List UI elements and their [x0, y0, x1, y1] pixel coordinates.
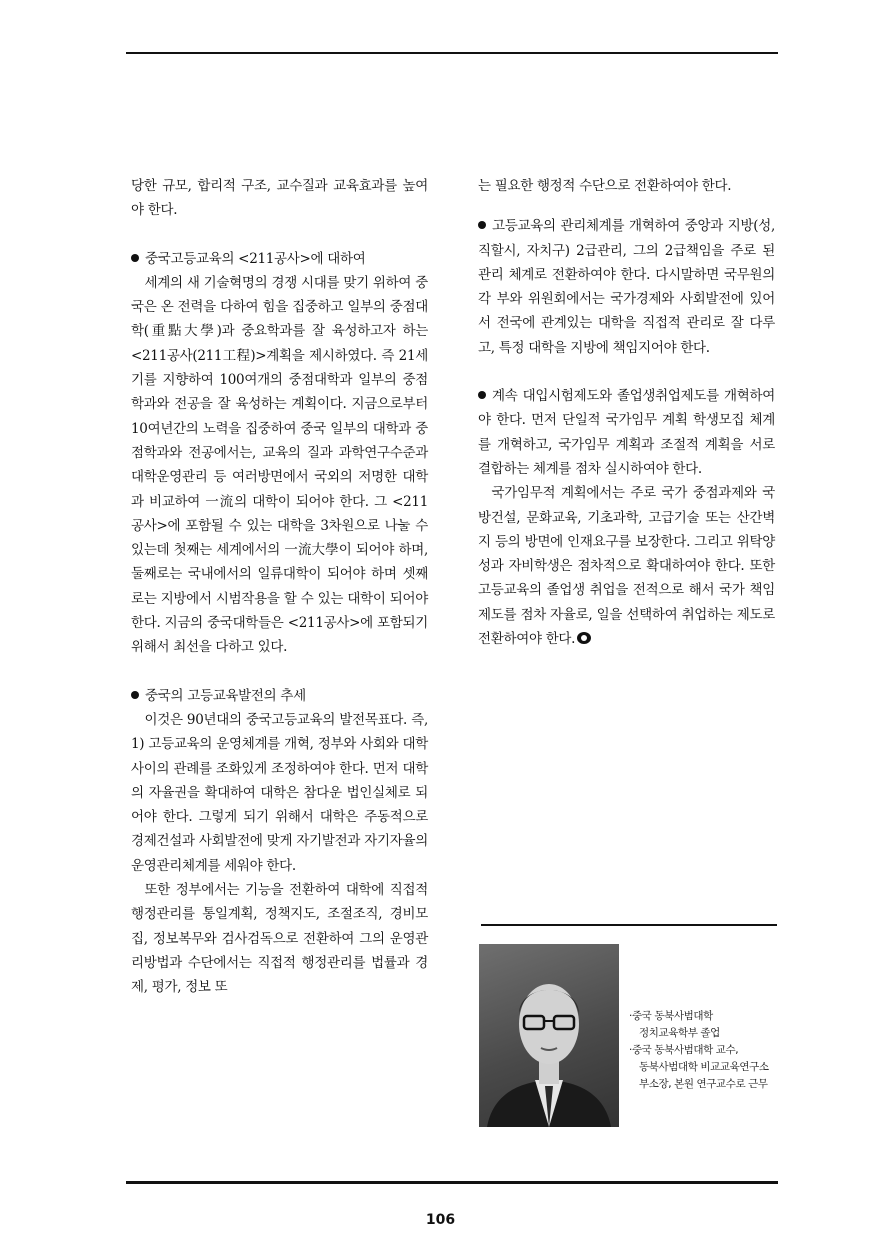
author-bio — [629, 1008, 789, 1093]
paragraph-text: 고등교육의 관리체계를 개혁하여 중앙과 지방(성, 직할시, 자치구) 2급관리, 그의 2급책임을 주로 된 관리 체계로 전환하여야 한다. 다시말하면 국무원의 각 부와 위원회에서는 국가경제와 사회발전에 있어서 전국에 관계있는 대학을 직접적 관리로 잘 다루고, 특정 대학을 지방에 책임지어야 한다. — [478, 218, 775, 356]
bullet-icon — [478, 391, 486, 399]
bullet-icon — [131, 691, 139, 699]
bio-line: 부소장, 본원 연구교수로 근무 — [639, 1078, 768, 1090]
section-heading-trends — [131, 684, 428, 708]
author-portrait-icon — [479, 944, 619, 1127]
paragraph-text: 국가임무적 계획에서는 주로 국가 중점과제와 국방건설, 문화교육, 기초과학, 고급기술 또는 산간벽지 등의 방면에 인재요구를 보장한다. 그리고 위탁양성과 자비학생은 점차적으로 확대하여야 한다. 또한 고등교육의 졸업생 취업을 전적으로 해서 국가 책임제도를 점차 자율로, 일을 선택하여 취업하는 제도로 전환하여야 한다. — [478, 485, 775, 648]
page-number: 106 — [425, 1212, 456, 1228]
bio-line: 동북사범대학 비교교육연구소 — [639, 1061, 769, 1073]
bullet-icon — [478, 221, 486, 229]
trends-paragraph-2: 또한 정부에서는 기능을 전환하여 대학에 직접적 행정관리를 통일계획, 정책지도, 조절조직, 경비모집, 정보복무와 검사검독으로 전환하여 그의 운영관리방법과 수단에서는 직접적 행정관리를 법률과 경제, 평가, 정보 또 — [131, 882, 428, 996]
bio-rule — [481, 924, 777, 926]
exam-reform-paragraph — [478, 384, 775, 481]
section-heading-211-project — [131, 247, 428, 271]
heading-text: 중국고등교육의 <211공사>에 대하여 — [145, 250, 366, 267]
national-plan-paragraph — [478, 481, 775, 651]
heading-text: 중국의 고등교육발전의 추세 — [145, 687, 306, 704]
top-rule — [126, 52, 778, 54]
bottom-rule — [126, 1181, 778, 1184]
bullet-icon — [131, 254, 139, 262]
left-column — [131, 174, 428, 1000]
trends-paragraph-1: 이것은 90년대의 중국고등교육의 발전목표다. 즉, 1) 고등교육의 운영체계를 개혁, 정부와 사회와 대학사이의 관례를 조화있게 조정하여야 한다. 먼저 대학의 자율권을 확대하여 대학은 참다운 법인실체로 되어야 한다. 그렇게 되기 위해서 대학은 주동적으로 경제건설과 사회발전에 맞게 자기발전과 자기자율의 운영관리체계를 세워야 한다. — [131, 711, 428, 874]
author-photo — [479, 944, 619, 1127]
bio-line: ·중국 동북사범대학 교수, — [629, 1044, 739, 1056]
right-column — [478, 174, 775, 651]
right-intro-paragraph: 는 필요한 행정적 수단으로 전환하여야 한다. — [478, 178, 732, 194]
section-211-body: 세계의 새 기술혁명의 경쟁 시대를 맞기 위하여 중국은 온 전력을 다하여 힘을 집중하고 일부의 중점대학(重點大學)과 중요학과를 잘 육성하고자 하는 <211공사(211工程)>계획을 제시하였다. 즉 21세기를 지향하여 100여개의 중점대학과 일부의 중점학과와 전공을 잘 육성하는 계획이다. 지금으로부터 10여년간의 노력을 집중하여 중국 일부의 대학과 중점학과와 전공에서는, 교육의 질과 과학연구수준과 대학운영관리 등 여러방면에서 국외의 저명한 대학과 비교하여 一流의 대학이 되어야 한다. 그 <211공사>에 포함될 수 있는 대학을 3차원으로 나눌 수 있는데 첫째는 세계에서의 一流大學이 되어야 하며, 둘째로는 국내에서의 일류대학이 되어야 하며 셋째로는 지방에서 시범작용을 할 수 있는 대학이 되어야 한다. 지금의 중국대학들은 <211공사>에 포함되기 위해서 최선을 다하고 있다. — [131, 274, 428, 656]
paragraph-text: 계속 대입시험제도와 졸업생취업제도를 개혁하여야 한다. 먼저 단일적 국가임무 계획 학생모집 체계를 개혁하고, 국가임무 계획과 조절적 계획을 서로 결합하는 체계를 점차 실시하여야 한다. — [478, 388, 775, 477]
end-mark-icon — [577, 632, 591, 644]
management-reform-paragraph — [478, 214, 775, 360]
bio-line: ·중국 동북사범대학 — [629, 1010, 713, 1022]
bio-line: 정치교육학부 졸업 — [639, 1027, 720, 1039]
left-intro-paragraph: 당한 규모, 합리적 구조, 교수질과 교육효과를 높여야 한다. — [131, 178, 428, 219]
